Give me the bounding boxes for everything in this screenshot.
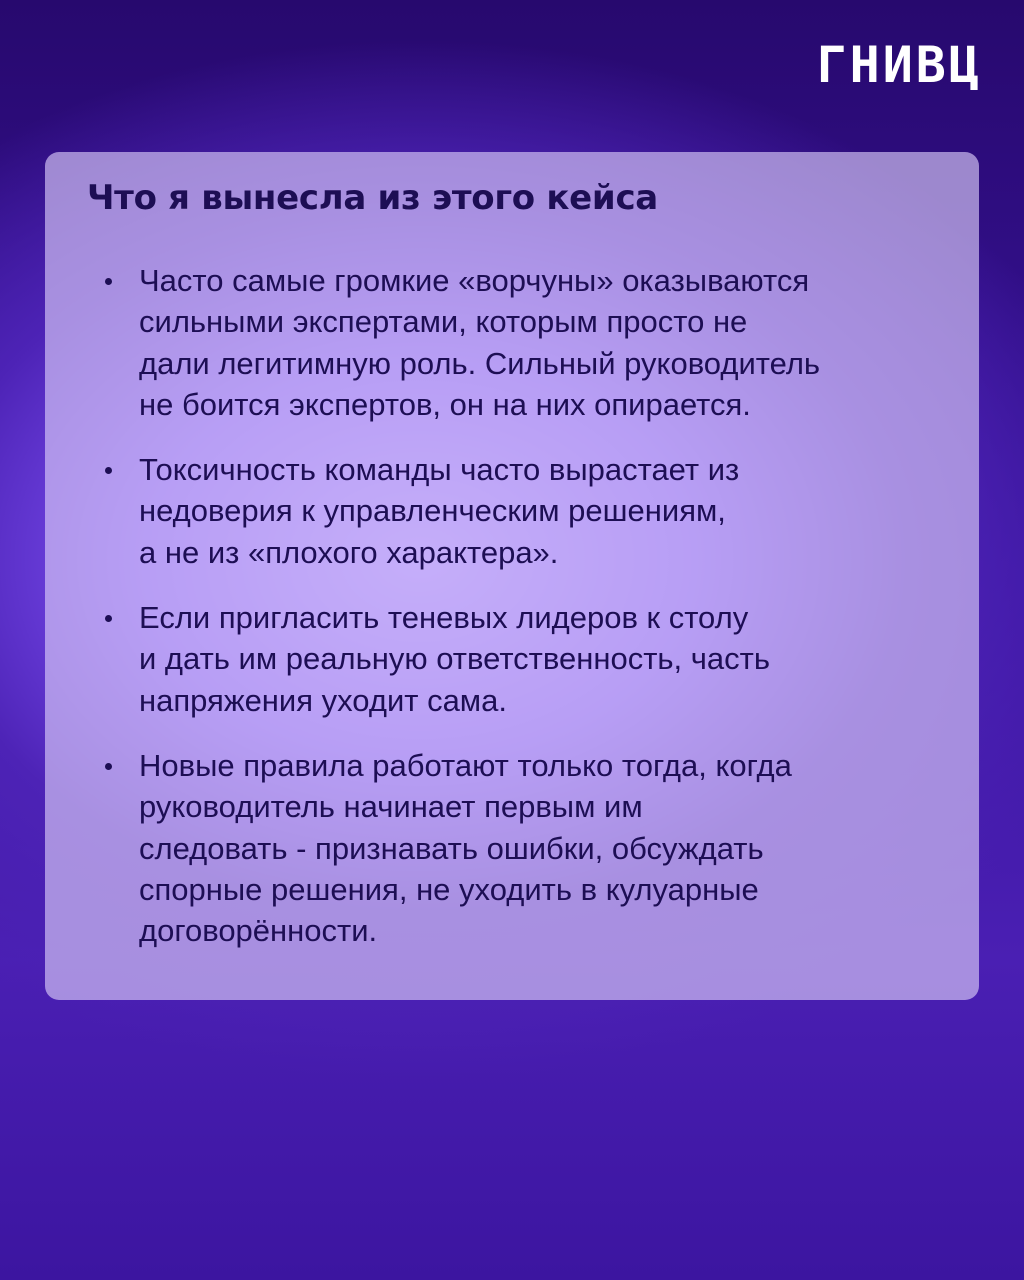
list-item-text: Токсичность команды часто вырастает из недоверия к управленческим решениям, а не из «плохого характера». <box>139 452 740 570</box>
list-item <box>87 745 939 951</box>
brand-logo: ГНИВЦ <box>816 36 982 94</box>
bullet-icon <box>105 615 112 622</box>
card-title: Что я вынесла из этого кейса <box>87 178 658 218</box>
list-item <box>87 597 939 721</box>
bullet-icon <box>105 278 112 285</box>
list-item <box>87 449 939 573</box>
bullet-icon <box>105 467 112 474</box>
bullet-icon <box>105 763 112 770</box>
list-item <box>87 260 939 425</box>
list-item-text: Часто самые громкие «ворчуны» оказываются сильными экспертами, которым просто не дали легитимную роль. Сильный руководитель не боится экспертов, он на них опирается. <box>139 263 821 422</box>
takeaways-card <box>45 152 979 1000</box>
takeaways-list <box>87 260 939 951</box>
list-item-text: Если пригласить теневых лидеров к столу и дать им реальную ответственность, часть напряжения уходит сама. <box>139 600 771 718</box>
list-item-text: Новые правила работают только тогда, когда руководитель начинает первым им следовать - признавать ошибки, обсуждать спорные решения, не уходить в кулуарные договорённости. <box>139 747 792 949</box>
